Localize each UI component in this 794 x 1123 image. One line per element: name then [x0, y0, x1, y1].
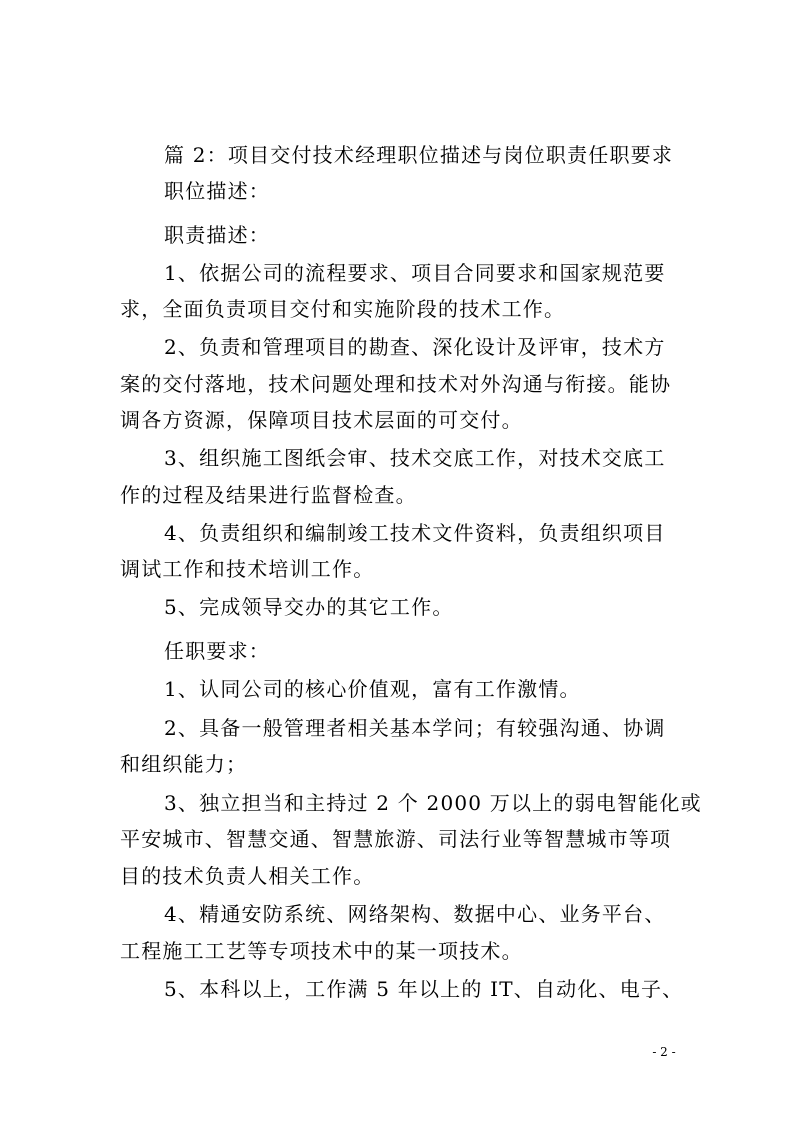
duty-2-line-3: 调各方资源，保障项目技术层面的可交付。	[120, 408, 523, 432]
duty-1-line-1: 1、依据公司的流程要求、项目合同要求和国家规范要	[164, 261, 666, 285]
duty-3-line-1: 3、组织施工图纸会审、技术交底工作，对技术交底工	[164, 446, 666, 470]
section-title: 篇 2：项目交付技术经理职位描述与岗位职责任职要求	[164, 143, 674, 167]
requirement-3-line-3: 目的技术负责人相关工作。	[120, 864, 375, 888]
duty-2-line-1: 2、负责和管理项目的勘查、深化设计及评审，技术方	[164, 335, 666, 359]
requirement-3-line-2: 平安城市、智慧交通、智慧旅游、司法行业等智慧城市等项	[120, 827, 672, 851]
requirement-1-line-1: 1、认同公司的核心价值观，富有工作激情。	[164, 677, 581, 701]
requirement-5-line-1: 5、本科以上，工作满 5 年以上的 IT、自动化、电子、	[164, 977, 684, 1001]
duty-4-line-2: 调试工作和技术培训工作。	[120, 557, 375, 581]
requirement-2-line-1: 2、具备一般管理者相关基本学问；有较强沟通、协调	[164, 716, 666, 740]
duty-1-line-2: 求，全面负责项目交付和实施阶段的技术工作。	[120, 297, 566, 321]
job-description-heading: 职位描述：	[164, 179, 270, 203]
duty-3-line-2: 作的过程及结果进行监督检查。	[120, 483, 417, 507]
page-number: - 2 -	[652, 1045, 676, 1059]
requirement-4-line-2: 工程施工工艺等专项技术中的某一项技术。	[120, 939, 523, 963]
duty-5-line-1: 5、完成领导交办的其它工作。	[164, 595, 454, 619]
requirement-2-line-2: 和组织能力；	[120, 752, 248, 776]
duty-4-line-1: 4、负责组织和编制竣工技术文件资料，负责组织项目	[164, 521, 666, 545]
duty-2-line-2: 案的交付落地，技术问题处理和技术对外沟通与衔接。能协	[120, 372, 672, 396]
requirements-heading: 任职要求：	[164, 639, 270, 663]
requirement-4-line-1: 4、精通安防系统、网络架构、数据中心、业务平台、	[164, 902, 666, 926]
duties-heading: 职责描述：	[164, 223, 270, 247]
requirement-3-line-1: 3、独立担当和主持过 2 个 2000 万以上的弱电智能化或	[164, 791, 702, 815]
